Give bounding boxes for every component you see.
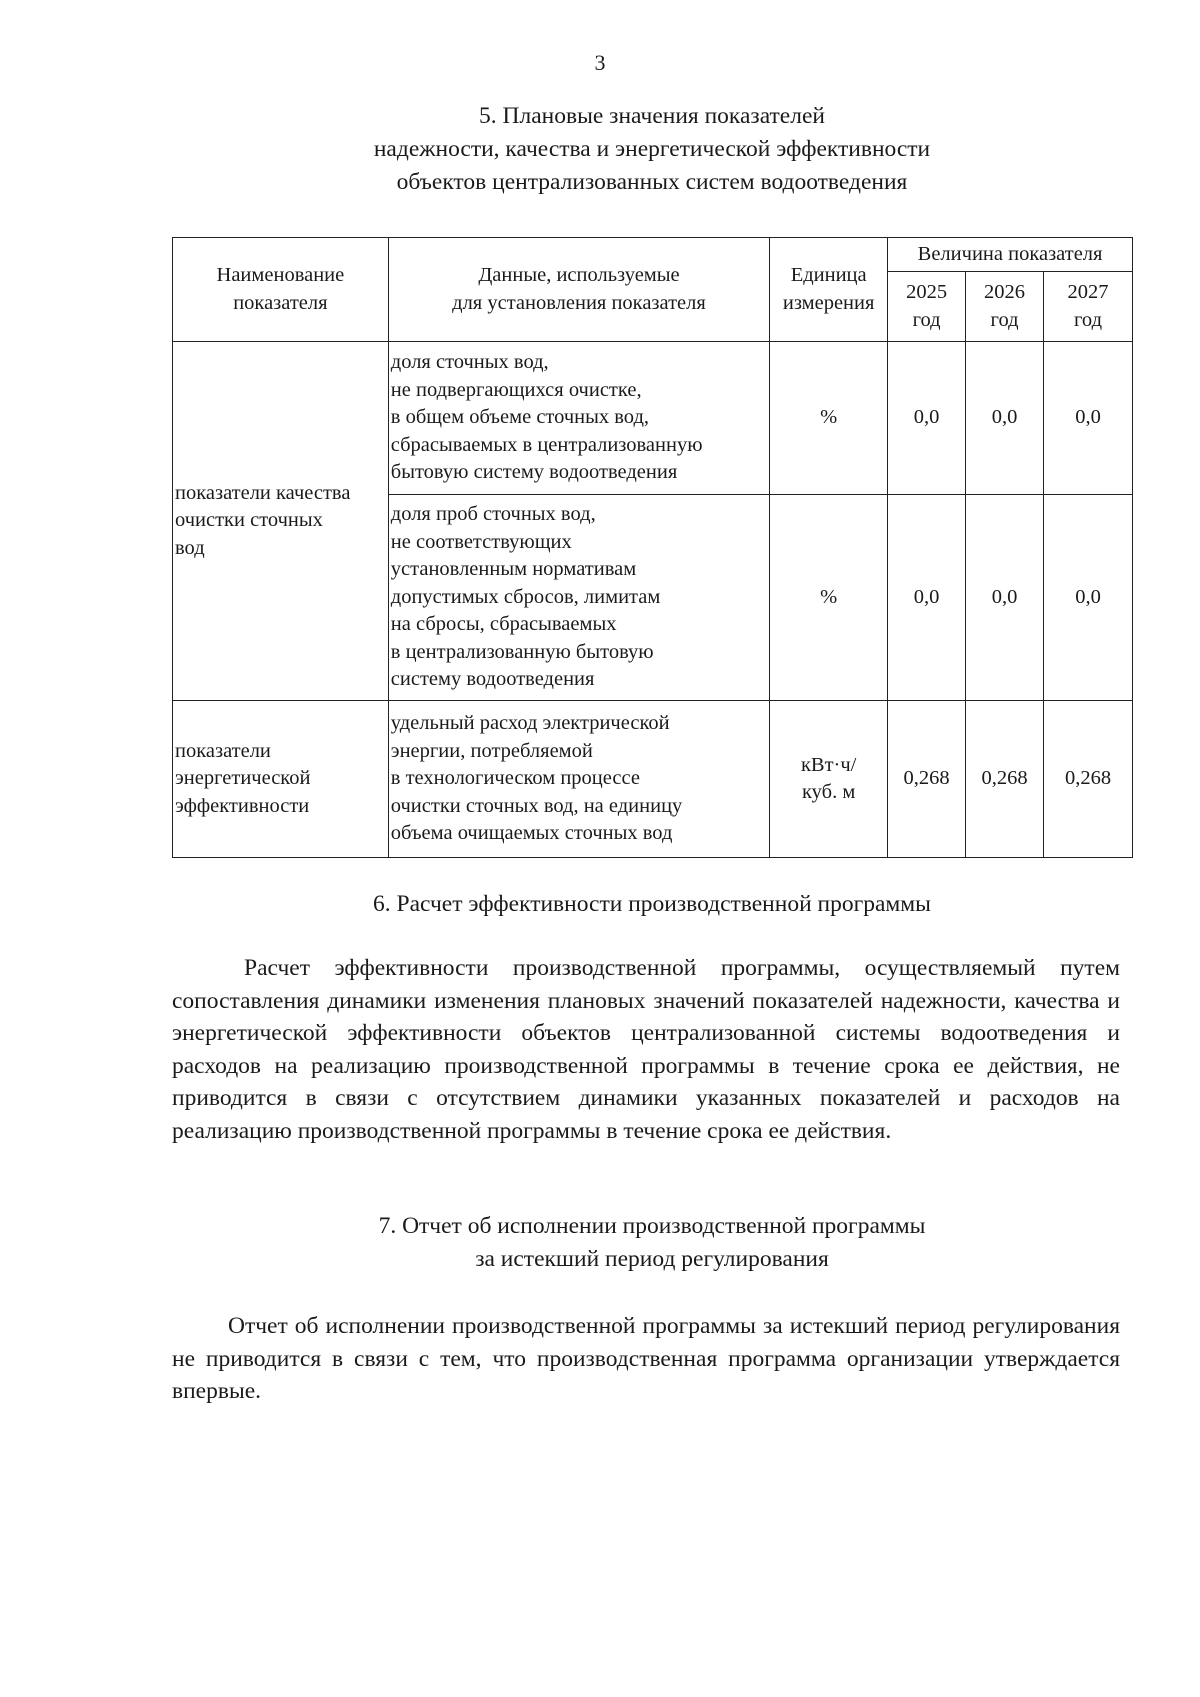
section7-text: Отчет об исполнении производственной программы за истекший период регулирования не приводится в связи с тем, что производственная программа организации утверждается впервые. — [172, 1313, 1120, 1404]
title-line: за истекший период регулирования — [475, 1246, 829, 1272]
indicators-table — [172, 237, 1133, 858]
row-value: 0,268 — [966, 701, 1044, 858]
header-year: 2025 год — [888, 272, 966, 342]
section6-title: 6. Расчет эффективности производственной программы — [373, 891, 931, 917]
row-unit: % — [770, 495, 888, 701]
title-line: 5. Плановые значения показателей — [479, 103, 825, 129]
header-name: Наименование показателя — [173, 238, 389, 342]
title-line: объектов централизованных систем водоотведения — [396, 169, 908, 195]
row-data: доля сточных вод, не подвергающихся очистке, в общем объеме сточных вод, сбрасываемых в централизованную бытовую систему водоотведения — [388, 342, 769, 495]
row-value: 0,0 — [966, 342, 1044, 495]
title-line: 7. Отчет об исполнении производственной программы — [378, 1213, 926, 1239]
row-data: доля проб сточных вод, не соответствующих установленным нормативам допустимых сбросов, лимитам на сбросы, сбрасываемых в централизованную бытовую систему водоотведения — [388, 495, 769, 701]
row-value: 0,268 — [1044, 701, 1133, 858]
group-name: показатели качества очистки сточных вод — [173, 342, 389, 701]
row-unit: кВт·ч/ куб. м — [770, 701, 888, 858]
header-year: 2026 год — [966, 272, 1044, 342]
row-value: 0,268 — [888, 701, 966, 858]
header-year: 2027 год — [1044, 272, 1133, 342]
row-value: 0,0 — [966, 495, 1044, 701]
row-value: 0,0 — [1044, 342, 1133, 495]
header-value-group: Величина показателя — [888, 238, 1133, 272]
title-line: надежности, качества и энергетической эффективности — [373, 136, 931, 162]
row-data: удельный расход электрической энергии, потребляемой в технологическом процессе очистки сточных вод, на единицу объема очищаемых сточных вод — [388, 701, 769, 858]
row-unit: % — [770, 342, 888, 495]
header-data: Данные, используемые для установления показателя — [388, 238, 769, 342]
header-unit: Единица измерения — [770, 238, 888, 342]
row-value: 0,0 — [888, 495, 966, 701]
row-value: 0,0 — [888, 342, 966, 495]
group-name: показатели энергетической эффективности — [173, 701, 389, 858]
section7-title — [172, 1210, 1132, 1276]
page-number: 3 — [594, 50, 606, 75]
section5-title — [172, 100, 1132, 199]
table-row — [173, 701, 1133, 858]
section6-text: Расчет эффективности производственной программы, осуществляемый путем сопоставления динамики изменения плановых значений показателей надежности, качества и энергетической эффективности объектов централизованной системы водоотведения и расходов на реализацию производственной программы в течение срока ее действия, не приводится в связи с отсутствием динамики указанных показателей и расходов на реализацию производственной программы в течение срока ее действия. — [172, 955, 1120, 1144]
table-row — [173, 342, 1133, 495]
row-value: 0,0 — [1044, 495, 1133, 701]
